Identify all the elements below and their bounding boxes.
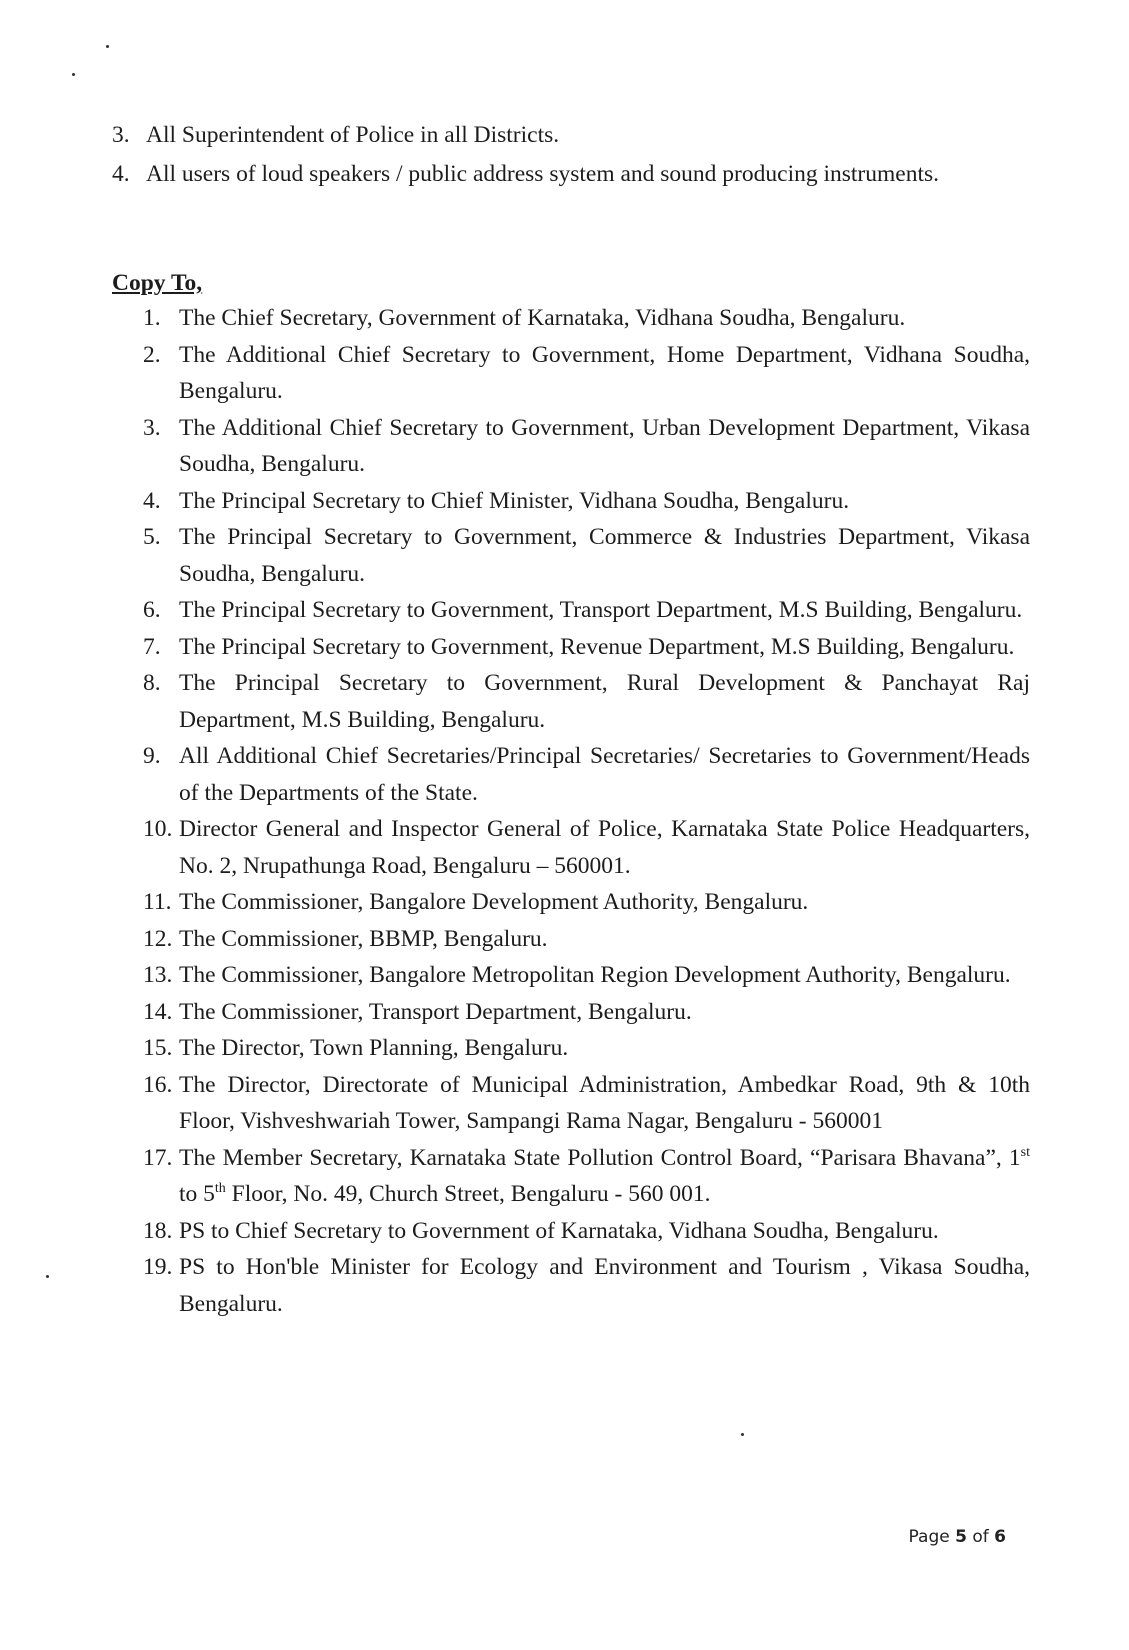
current-page: 5 [955,1527,967,1547]
list-item-number: 4. [143,487,161,514]
list-item-number: 17. [143,1144,173,1171]
list-item-number: 9. [143,743,161,769]
list-item-number: 2. [143,341,161,368]
list-item-number: 10. [143,816,173,842]
list-item-text: All Additional Chief Secretaries/Principal Secretaries/ Secretaries to Government/Heads of the Departments of the State. [179,743,1030,806]
scan-speck [46,1275,49,1278]
list-item-text: Director General and Inspector General of Police, Karnataka State Police Headquarters, No. 2, Nrupathunga Road, Bengaluru – 560001. [179,816,1030,879]
list-item [143,1249,1030,1322]
list-item [143,1140,1030,1213]
list-item-text: PS to Chief Secretary to Government of Karnataka, Vidhana Soudha, Bengaluru. [179,1217,939,1244]
list-item-text: All users of loud speakers / public address system and sound producing instruments. [146,161,940,187]
list-item-text: The Commissioner, BBMP, Bengaluru. [179,925,548,952]
list-item [112,156,1030,193]
page-number-footer [909,1527,1006,1547]
list-item-number: 16. [143,1071,173,1098]
list-item-text: The Additional Chief Secretary to Government, Urban Development Department, Vikasa Soudha, Bengaluru. [179,414,1030,477]
list-item-text: The Principal Secretary to Government, Transport Department, M.S Building, Bengaluru. [179,597,1023,623]
list-item-number: 15. [143,1035,173,1061]
list-item [112,117,1030,154]
list-item-text: The Principal Secretary to Government, Revenue Department, M.S Building, Bengaluru. [179,633,1015,660]
list-item [143,994,1030,1031]
list-item [143,337,1030,410]
scan-speck [72,73,75,76]
list-item-number: 8. [143,670,161,696]
list-item-text-part: The Member Secretary, Karnataka State Pollution Control Board, “Parisara Bhavana”, 1 [179,1144,1021,1171]
list-item-number: 11. [143,889,172,915]
list-item [143,884,1030,921]
list-item [143,957,1030,994]
list-item-text: The Principal Secretary to Chief Minister, Vidhana Soudha, Bengaluru. [179,487,850,514]
list-item [143,1213,1030,1250]
list-item [143,300,1030,337]
list-item-text: The Additional Chief Secretary to Government, Home Department, Vidhana Soudha, Bengaluru. [179,341,1030,404]
list-item-number: 3. [143,414,161,441]
list-item-number: 5. [143,524,161,550]
copy-to-heading: Copy To, [112,270,203,296]
list-item [143,665,1030,738]
list-item-text: The Commissioner, Transport Department, Bengaluru. [179,998,692,1025]
list-item-text-part: Floor, No. 49, Church Street, Bengaluru - 560 001. [225,1181,711,1207]
ordinal-suffix: th [214,1181,226,1197]
list-item [143,1030,1030,1067]
list-item-number: 12. [143,925,173,952]
list-item-number: 3. [112,122,130,148]
list-item-text: The Commissioner, Bangalore Development Authority, Bengaluru. [179,889,809,915]
ordinal-suffix: st [1020,1144,1030,1160]
list-item [143,738,1030,811]
total-pages: 6 [994,1527,1006,1547]
list-item-text: All Superintendent of Police in all Districts. [146,122,560,148]
list-item-number: 19. [143,1254,173,1280]
recipient-list-continued [112,117,1030,193]
list-item [143,592,1030,629]
list-item-number: 18. [143,1217,173,1244]
list-item [143,1067,1030,1140]
page-label: Page [908,1527,956,1547]
list-item-number: 1. [143,305,161,331]
list-item [143,483,1030,520]
list-item-text [179,1140,1030,1213]
page-of: of [966,1527,995,1547]
list-item-text: The Commissioner, Bangalore Metropolitan Region Development Authority, Bengaluru. [179,962,1011,988]
copy-to-list [143,300,1030,1322]
list-item [143,410,1030,483]
list-item-text: The Chief Secretary, Government of Karnataka, Vidhana Soudha, Bengaluru. [179,305,906,331]
list-item [143,811,1030,884]
list-item-number: 7. [143,633,161,660]
scan-speck [741,1433,744,1436]
list-item-text: The Director, Directorate of Municipal Administration, Ambedkar Road, 9th & 10th Floor, Vishveshwariah Tower, Sampangi Rama Nagar, Bengaluru - 560001 [179,1071,1030,1134]
list-item-number: 13. [143,962,173,988]
list-item-text: The Principal Secretary to Government, Commerce & Industries Department, Vikasa Soudha, Bengaluru. [179,524,1030,587]
list-item-number: 14. [143,998,173,1025]
list-item-text: PS to Hon'ble Minister for Ecology and Environment and Tourism , Vikasa Soudha, Bengaluru. [179,1254,1030,1317]
list-item [143,629,1030,666]
list-item [143,519,1030,592]
list-item-number: 6. [143,597,161,623]
list-item-text: The Director, Town Planning, Bengaluru. [179,1035,569,1061]
list-item-text: The Principal Secretary to Government, Rural Development & Panchayat Raj Department, M.S Building, Bengaluru. [179,670,1030,733]
scan-speck [106,45,109,48]
list-item-text-part: to 5 [179,1181,215,1207]
list-item [143,921,1030,958]
list-item-number: 4. [112,161,130,187]
